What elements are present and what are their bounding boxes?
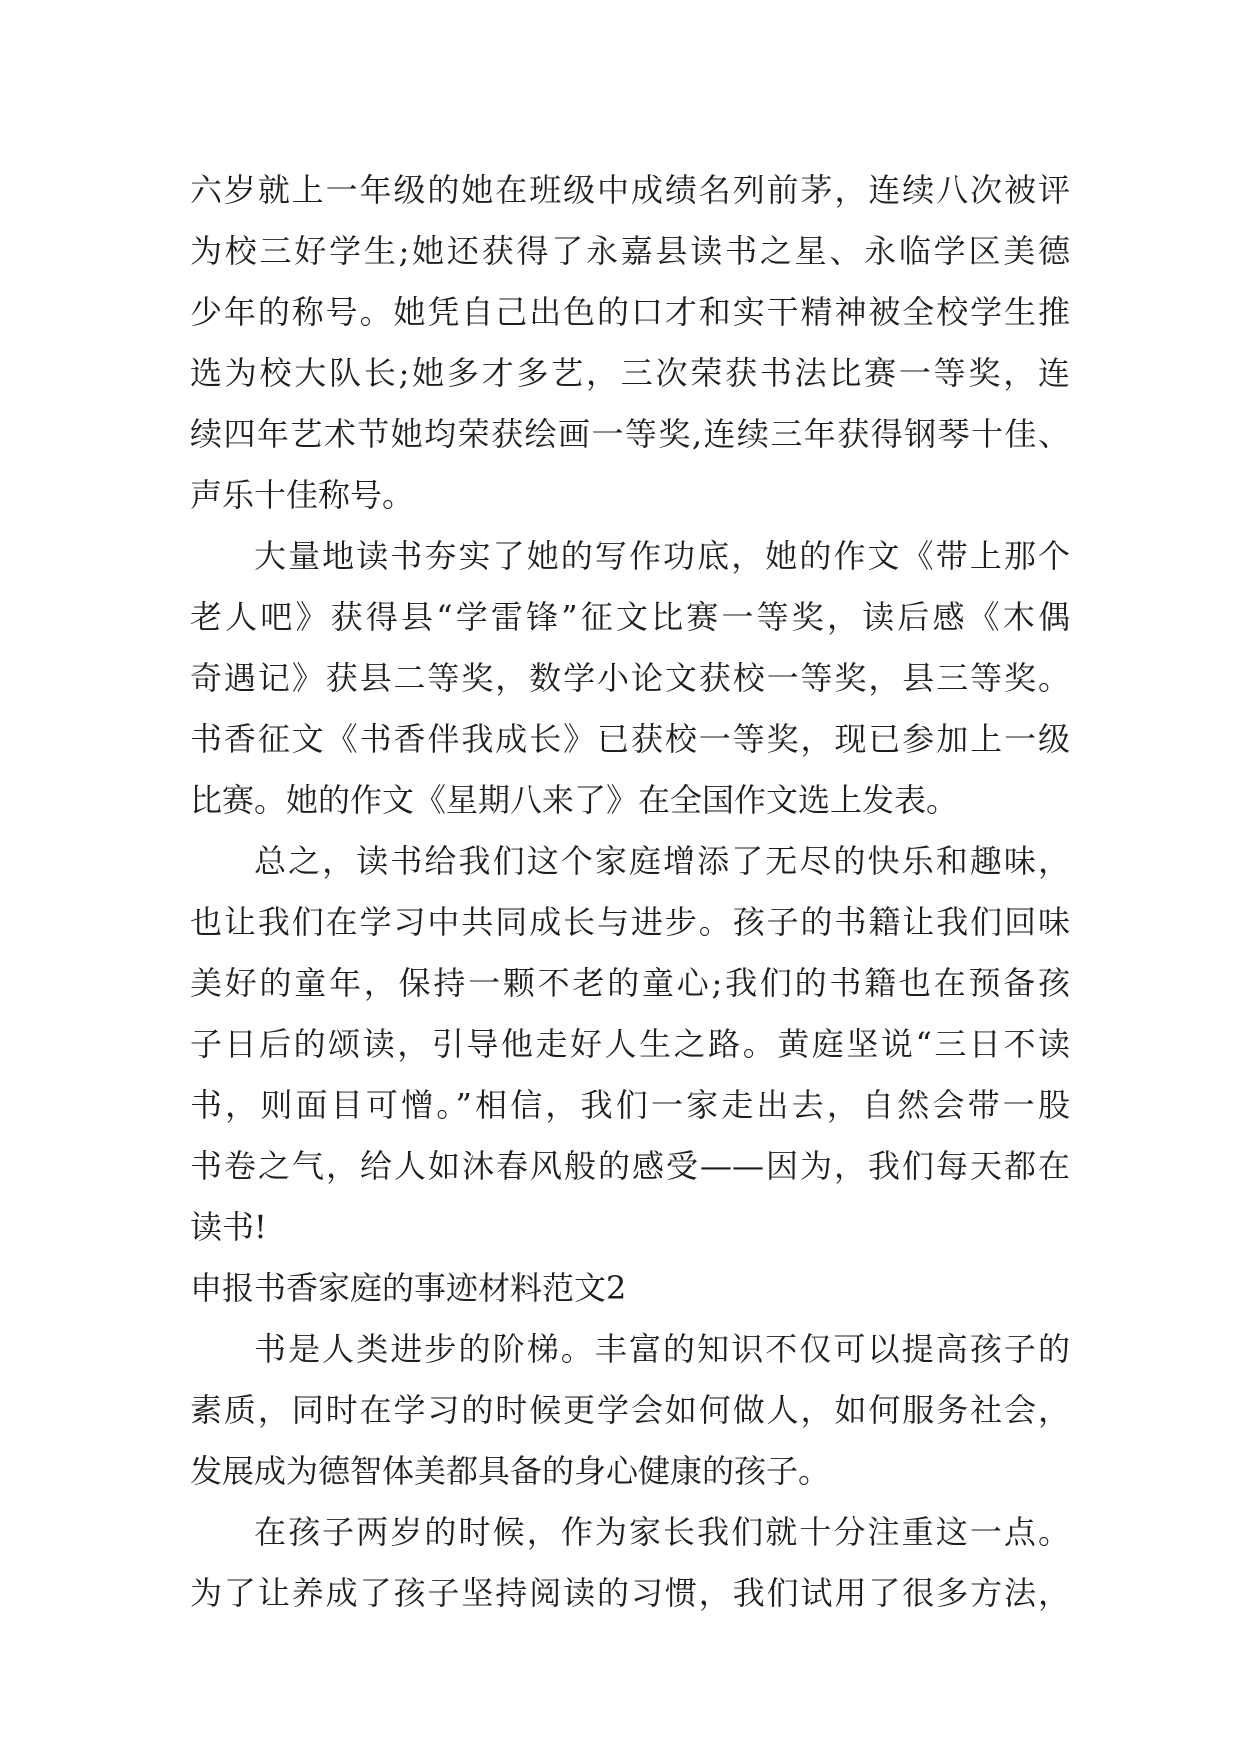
text-line: 为了让养成了孩子坚持阅读的习惯，我们试用了很多方法， — [190, 1574, 1070, 1612]
text-line: 素质，同时在学习的时候更学会如何做人，如何服务社会， — [190, 1391, 1070, 1429]
text-line: 声乐十佳称号。 — [190, 476, 415, 514]
text-line: 书香征文《书香伴我成长》已获校一等奖，现已参加上一级 — [190, 720, 1070, 758]
document-body — [190, 160, 1070, 1624]
text-line: 为校三好学生;她还获得了永嘉县读书之星、永临学区美德 — [190, 232, 1070, 270]
text-line: 子日后的颂读，引导他走好人生之路。黄庭坚说“三日不读 — [190, 1025, 1070, 1063]
text-line: 书是人类进步的阶梯。丰富的知识不仅可以提高孩子的 — [254, 1330, 1070, 1368]
text-line: 续四年艺术节她均荣获绘画一等奖,连续三年获得钢琴十佳、 — [190, 415, 1070, 453]
paragraph-conclusion — [190, 831, 1070, 1258]
text-line: 少年的称号。她凭自己出色的口才和实干精神被全校学生推 — [190, 293, 1070, 331]
text-line: 比赛。她的作文《星期八来了》在全国作文选上发表。 — [190, 781, 959, 819]
paragraph-achievements — [190, 160, 1070, 526]
paragraph-reading-habit — [190, 1502, 1070, 1624]
paragraph-writing — [190, 526, 1070, 831]
text-line: 大量地读书夯实了她的写作功底，她的作文《带上那个 — [254, 537, 1070, 575]
text-line: 也让我们在学习中共同成长与进步。孩子的书籍让我们回味 — [190, 903, 1070, 941]
text-line: 总之，读书给我们这个家庭增添了无尽的快乐和趣味， — [254, 842, 1070, 880]
text-line: 选为校大队长;她多才多艺，三次荣获书法比赛一等奖，连 — [190, 354, 1070, 392]
text-line: 发展成为德智体美都具备的身心健康的孩子。 — [190, 1452, 831, 1490]
text-line: 六岁就上一年级的她在班级中成绩名列前茅，连续八次被评 — [190, 171, 1070, 209]
text-line: 在孩子两岁的时候，作为家长我们就十分注重这一点。 — [254, 1513, 1070, 1551]
text-line: 奇遇记》获县二等奖，数学小论文获校一等奖，县三等奖。 — [190, 659, 1070, 697]
section-heading: 申报书香家庭的事迹材料范文2 — [190, 1269, 627, 1307]
paragraph-books-ladder — [190, 1319, 1070, 1502]
text-line: 书卷之气，给人如沐春风般的感受——因为，我们每天都在 — [190, 1147, 1070, 1185]
text-line: 书，则面目可憎。”相信，我们一家走出去，自然会带一股 — [190, 1086, 1070, 1124]
text-line: 老人吧》获得县“学雷锋”征文比赛一等奖，读后感《木偶 — [190, 598, 1070, 636]
text-line: 读书! — [190, 1208, 267, 1246]
text-line: 美好的童年，保持一颗不老的童心;我们的书籍也在预备孩 — [190, 964, 1070, 1002]
